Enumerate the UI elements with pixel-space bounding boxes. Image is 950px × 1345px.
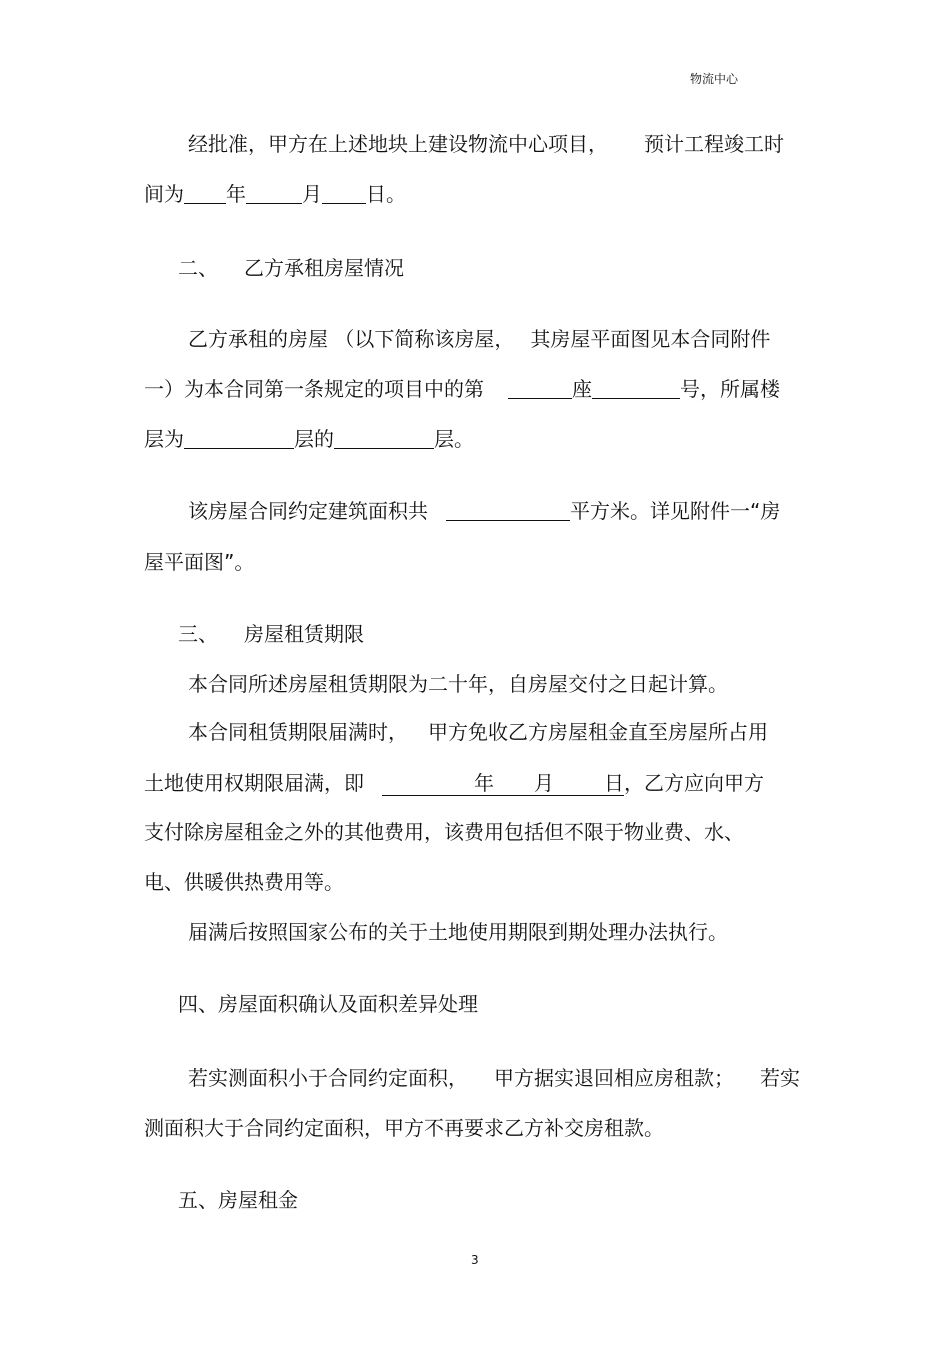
section-title: 房屋租赁期限 — [244, 622, 364, 646]
date-blank — [382, 771, 624, 796]
paragraph-line — [188, 720, 768, 744]
section-title: 乙方承租房屋情况 — [244, 256, 404, 280]
section-heading: 四、房屋面积确认及面积差异处理 — [178, 992, 478, 1016]
paragraph-line: 支付除房屋租金之外的其他费用，该费用包括但不限于物业费、水、 — [144, 820, 744, 844]
page-header: 物流中心 — [690, 72, 739, 86]
text: 年 — [474, 771, 494, 795]
text: 月 — [302, 182, 322, 206]
blank-underline — [246, 183, 302, 204]
text: 土地使用权期限届满，即 — [144, 771, 364, 795]
paragraph-line: 届满后按照国家公布的关于土地使用期限到期处理办法执行。 — [188, 920, 728, 944]
text: 平方米。详见附件一“房 — [570, 499, 781, 523]
blank-underline — [184, 428, 294, 449]
paragraph-line — [144, 182, 406, 206]
text: 预计工程竣工时 — [644, 132, 784, 156]
text: 该房屋合同约定建筑面积共 — [188, 499, 428, 523]
page-number: 3 — [471, 1253, 479, 1267]
text: 乙方承租的房屋 （以下简称该房屋， — [188, 327, 515, 351]
section-number: 二、 — [178, 256, 218, 280]
blank-underline — [446, 500, 570, 521]
text: 经批准，甲方在上述地块上建设物流中心项目， — [188, 132, 608, 156]
text: ，乙方应向甲方 — [624, 771, 764, 795]
paragraph-line: 测面积大于合同约定面积，甲方不再要求乙方补交房租款。 — [144, 1116, 664, 1140]
blank-underline — [322, 183, 366, 204]
text: 间为 — [144, 182, 184, 206]
blank-underline — [334, 428, 434, 449]
text: 若实 — [760, 1066, 800, 1090]
text: 号，所属楼 — [680, 377, 780, 401]
paragraph-line — [144, 771, 764, 796]
paragraph-line — [144, 427, 474, 451]
blank-underline — [508, 378, 572, 399]
text: 年 — [226, 182, 246, 206]
section-heading — [178, 622, 364, 646]
text: 日。 — [366, 182, 406, 206]
paragraph-line — [188, 132, 784, 156]
text: 甲方据实退回相应房租款； — [494, 1066, 734, 1090]
text: 一）为本合同第一条规定的项目中的第 — [144, 377, 484, 401]
text: 座 — [572, 377, 592, 401]
text: 层的 — [294, 427, 334, 451]
text: 若实测面积小于合同约定面积， — [188, 1066, 468, 1090]
blank-underline — [184, 183, 226, 204]
text: 本合同租赁期限届满时， — [188, 720, 408, 744]
paragraph-line: 本合同所述房屋租赁期限为二十年，自房屋交付之日起计算。 — [188, 672, 728, 696]
text: 甲方免收乙方房屋租金直至房屋所占用 — [428, 720, 768, 744]
text: 层。 — [434, 427, 474, 451]
text: 日 — [604, 771, 624, 795]
text: 层为 — [144, 427, 184, 451]
paragraph-line — [188, 499, 780, 523]
section-heading — [178, 256, 404, 280]
section-heading: 五、房屋租金 — [178, 1188, 298, 1212]
paragraph-line — [188, 327, 770, 351]
blank-underline — [592, 378, 680, 399]
paragraph-line — [188, 1066, 800, 1090]
text: 月 — [534, 771, 554, 795]
section-number: 三、 — [178, 622, 218, 646]
paragraph-line: 电、供暖供热费用等。 — [144, 870, 344, 894]
text: 其房屋平面图见本合同附件 — [530, 327, 771, 351]
paragraph-line: 屋平面图”。 — [144, 550, 255, 574]
paragraph-line — [144, 377, 780, 401]
